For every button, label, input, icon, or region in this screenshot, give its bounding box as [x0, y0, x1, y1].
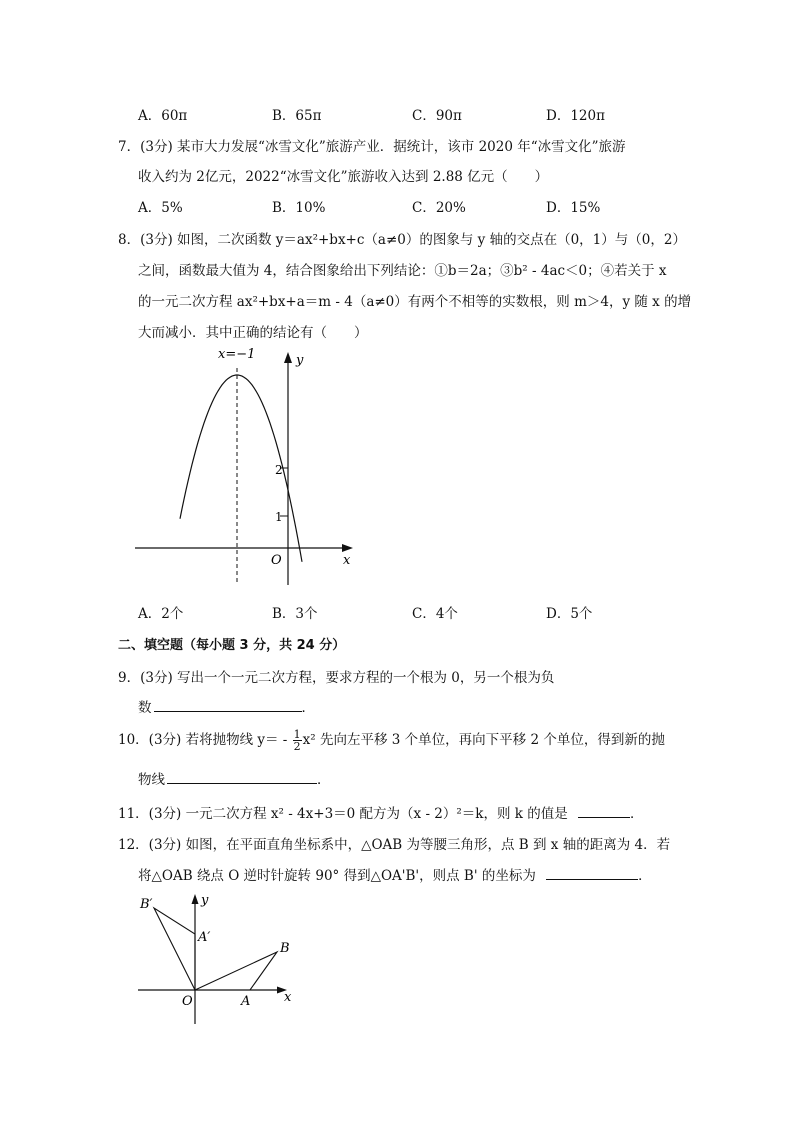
- origin-label: O: [271, 553, 282, 568]
- q8-line2: 之间，函数最大值为 4，结合图象给出下列结论：①b＝2a；③b² - 4ac＜0；④若关于 x: [138, 263, 667, 279]
- q7-option-c: C．20%: [412, 200, 466, 216]
- y-tick-label-1: 1: [275, 510, 283, 524]
- q7-line1: 7．(3分) 某市大力发展“冰雪文化”旅游产业．据统计，该市 2020 年“冰雪文化”旅游: [118, 139, 626, 155]
- y-tick-label-2: 2: [275, 463, 283, 477]
- q10-frac-den: 2: [293, 740, 301, 753]
- point-a-label: A: [241, 994, 251, 1009]
- x-axis-label: x: [343, 553, 351, 568]
- q8-line4: 大而减小．其中正确的结论有（ ）: [138, 325, 368, 341]
- q8-line1: 8．(3分) 如图，二次函数 y＝ax²+bx+c（a≠0）的图象与 y 轴的交点在（0，1）与（0，2）: [118, 232, 686, 248]
- triangle-oapbp: [154, 908, 195, 990]
- q11-line1: 11．(3分) 一元二次方程 x² - 4x+3＝0 配方为（x - 2）²＝k，则 k 的值是 ．: [118, 802, 644, 822]
- q6-option-b: B．65π: [272, 108, 322, 124]
- q8-option-d: D．5个: [546, 606, 593, 622]
- parabola-graph: [130, 340, 370, 590]
- q10-fraction: [293, 729, 302, 752]
- q12-line1: 12．(3分) 如图，在平面直角坐标系中，△OAB 为等腰三角形，点 B 到 x 轴的距离为 4．若: [118, 837, 671, 853]
- q9-line1: 9．(3分) 写出一个一元二次方程，要求方程的一个根为 0，另一个根为负: [118, 670, 555, 686]
- q12-line2-text: 将△OAB 绕点 O 逆时针旋转 90° 得到△OA'B'，则点 B' 的坐标为: [138, 868, 536, 884]
- q8-option-c: C．4个: [412, 606, 458, 622]
- q7-option-a: A．5%: [138, 200, 183, 216]
- q7-line2: 收入约为 2亿元，2022“冰雪文化”旅游收入达到 2.88 亿元（ ）: [138, 169, 549, 185]
- x-axis-label-2: x: [284, 990, 292, 1005]
- q10-suffix: x² 先向左平移 3 个单位，再向下平移 2 个单位，得到新的抛: [302, 732, 665, 748]
- q10-line1: [118, 728, 665, 752]
- q9-line2: 数 ．: [138, 696, 315, 716]
- point-b-prime-label: B′: [140, 897, 153, 912]
- section-title-fill-blank: 二、填空题（每小题 3 分，共 24 分）: [118, 638, 346, 653]
- y-axis-arrow: [284, 352, 292, 363]
- triangle-oab: [195, 952, 277, 990]
- y-axis-label: y: [296, 353, 304, 368]
- q11-text: 11．(3分) 一元二次方程 x² - 4x+3＝0 配方为（x - 2）²＝k，则 k 的值是: [118, 806, 568, 822]
- y-axis-label-2: y: [201, 893, 209, 908]
- symmetry-label: x=−1: [218, 347, 256, 362]
- q6-option-a: A．60π: [138, 108, 188, 124]
- y-axis-arrow-2: [192, 894, 199, 904]
- x-axis-arrow: [342, 544, 353, 552]
- q7-option-d: D．15%: [546, 200, 601, 216]
- point-b-label: B: [280, 941, 290, 956]
- q10-line2: 物线 ．: [138, 768, 331, 788]
- origin-label-2: O: [182, 994, 193, 1009]
- q9-answer-blank[interactable]: [154, 697, 302, 712]
- q8-option-b: B．3个: [272, 606, 318, 622]
- q10-frac-num: 1: [293, 728, 301, 741]
- q10-answer-blank[interactable]: [167, 769, 317, 784]
- q7-option-b: B．10%: [272, 200, 326, 216]
- q10-prefix: 10．(3分) 若将抛物线 y＝ -: [118, 732, 288, 748]
- q10-line2-text: 物线: [138, 772, 165, 788]
- q6-option-d: D．120π: [546, 108, 605, 124]
- q12-answer-blank[interactable]: [546, 865, 638, 880]
- q11-answer-blank[interactable]: [578, 803, 630, 818]
- q9-line2-text: 数: [138, 700, 152, 716]
- q12-line2: 将△OAB 绕点 O 逆时针旋转 90° 得到△OA'B'，则点 B' 的坐标为 ．: [138, 864, 652, 884]
- q6-option-c: C．90π: [412, 108, 462, 124]
- q8-option-a: A．2个: [138, 606, 184, 622]
- rotation-graph: [130, 888, 310, 1028]
- point-a-prime-label: A′: [198, 930, 211, 945]
- q8-line3: 的一元二次方程 ax²+bx+a＝m - 4（a≠0）有两个不相等的实数根，则 m＞4，y 随 x 的增: [138, 294, 692, 310]
